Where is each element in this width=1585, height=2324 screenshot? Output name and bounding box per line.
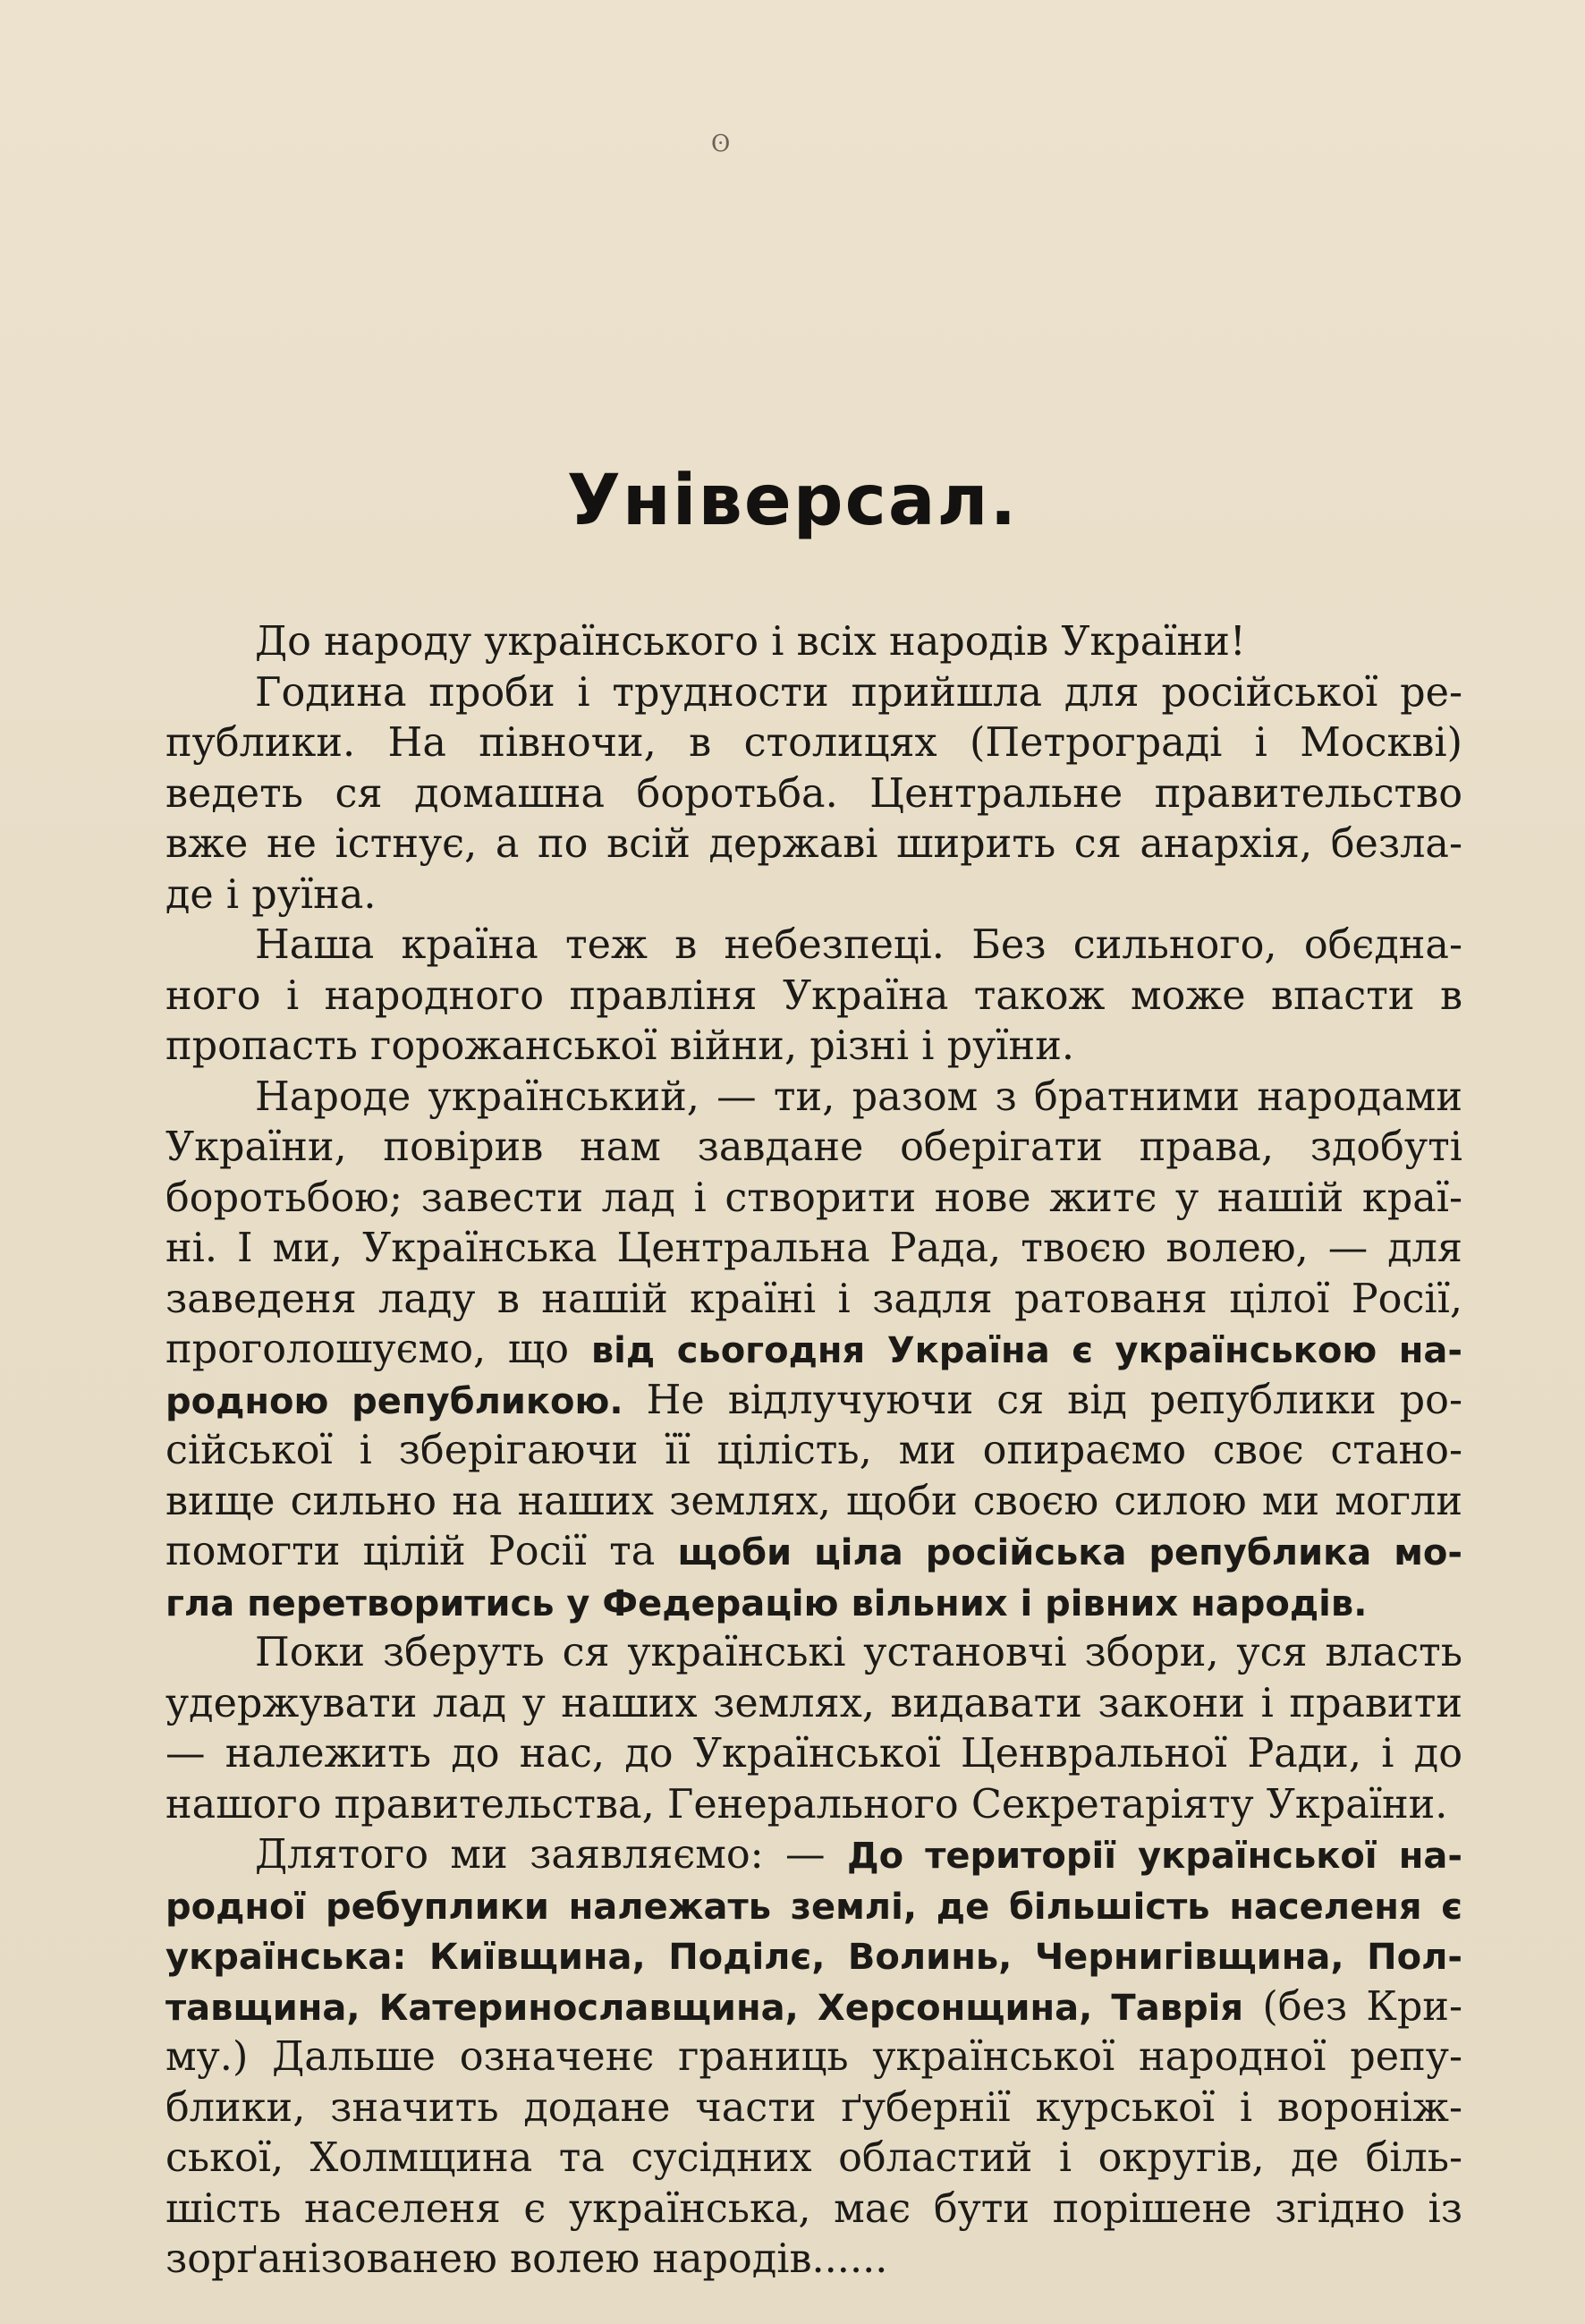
text-line [165,2032,1462,2083]
text-segment: України, повірив нам завдане оберігати права, здобуті [165,1124,1462,1170]
bold-text-segment: родної ребуплики належать землі, де більшість населеня є [165,1886,1462,1928]
text-line [165,718,1462,769]
text-segment: му.) Дальше означенє границь української народної репу- [165,2034,1462,2080]
text-segment: Наша країна теж в небезпеці. Без сильного, обєдна- [255,922,1462,968]
text-segment: помогти цілій Росії та [165,1529,678,1574]
text-line [165,920,1462,971]
text-segment: блики, значить додане части ґубернії курської і вороніж- [165,2084,1462,2131]
text-line [165,1830,1462,1881]
text-line [165,1982,1462,2033]
text-segment: ні. І ми, Українська Центральна Рада, твоєю волею, — для [165,1226,1462,1271]
text-line [165,1578,1462,1629]
bold-text-segment: щоби ціла російська република мо- [677,1532,1463,1573]
text-line [165,1881,1462,1932]
text-segment: (без Кри- [1243,1983,1462,2030]
text-line [165,1022,1462,1073]
bold-text-segment: гла перетворитись у Федерацію вільних і рівних народів. [165,1582,1368,1624]
document-title: Універсал. [566,461,1019,541]
text-segment: удержувати лад у наших землях, видавати закони і правити [165,1680,1462,1726]
text-segment: ської, Холмщина та сусідних областий і округів, де біль- [165,2135,1462,2181]
bold-text-segment: тавщина, Катеринославщина, Херсонщина, Таврія [165,1987,1244,2029]
text-line [165,2133,1462,2184]
text-segment: де і руїна. [165,871,377,918]
document-body [165,617,1462,2286]
text-line [165,1325,1462,1376]
text-segment: вище сильно на наших землях, щоби своєю силою ми могли [165,1478,1462,1524]
text-segment: нашого правительства, Генерального Секретаріяту України. [165,1781,1448,1828]
bold-text-segment: До території української на- [846,1836,1462,1877]
bold-text-segment: від сьогодня Україна є українською на- [590,1330,1462,1371]
text-segment: Година проби і трудности прийшла для російської ре- [255,669,1462,716]
text-line [165,971,1462,1022]
text-segment: заведеня ладу в нашій країні і задля ратованя цілої Росії, [165,1276,1462,1322]
text-segment: боротьбою; завести лад і створити нове житє у нашій краї- [165,1175,1462,1221]
text-line [165,1073,1462,1124]
text-line [165,1426,1462,1477]
text-line [165,1628,1462,1679]
text-line [165,1679,1462,1730]
text-segment: — належить до нас, до Української Ценвральної Ради, і до [165,1731,1462,1777]
ornament-mark: ʘ [711,131,731,157]
text-segment: зорґанізованею волею народів...... [165,2236,888,2282]
text-line [165,2184,1462,2235]
text-segment: Не відлучуючи ся від републики ро- [623,1377,1462,1423]
text-line [165,1780,1462,1831]
text-line [165,617,1462,668]
text-line [165,1527,1462,1578]
text-segment: проголошуємо, що [165,1327,591,1372]
text-line [165,2235,1462,2286]
text-segment: ведеть ся домашна боротьба. Центральне правительство [165,770,1462,817]
text-segment: вже не істнує, а по всій державі ширить ся анархія, безла- [165,821,1462,867]
text-line [165,870,1462,921]
text-line [165,769,1462,820]
text-line [165,1729,1462,1780]
text-segment: Длятого ми заявляємо: — [255,1832,847,1878]
text-line [165,1224,1462,1275]
text-line [165,2083,1462,2134]
text-line [165,1477,1462,1528]
text-line [165,1376,1462,1427]
text-line [165,819,1462,870]
text-segment: Народе український, — ти, разом з братними народами [255,1073,1462,1120]
text-line [165,1123,1462,1174]
text-segment: До народу українського і всіх народів України! [255,619,1246,665]
text-segment: шість населеня є українська, має бути порішене згідно із [165,2185,1462,2232]
bold-text-segment: родною републикою. [165,1380,623,1422]
bold-text-segment: українська: Київщина, Поділє, Волинь, Чернигівщина, Пол- [165,1937,1462,1978]
text-segment: ного і народного правліня Україна також може впасти в [165,972,1462,1019]
text-line [165,1174,1462,1225]
text-segment: пропасть горожанської війни, різні і руїни. [165,1023,1075,1069]
text-line [165,1275,1462,1326]
text-line [165,668,1462,719]
text-segment: Поки зберуть ся українські установчі збори, уся власть [255,1630,1462,1675]
text-line [165,1931,1462,1982]
text-segment: публики. На півночи, в столицях (Петрограді і Москві) [165,720,1462,766]
text-segment: сійської і зберігаючи її цілість, ми опираємо своє стано- [165,1428,1462,1473]
